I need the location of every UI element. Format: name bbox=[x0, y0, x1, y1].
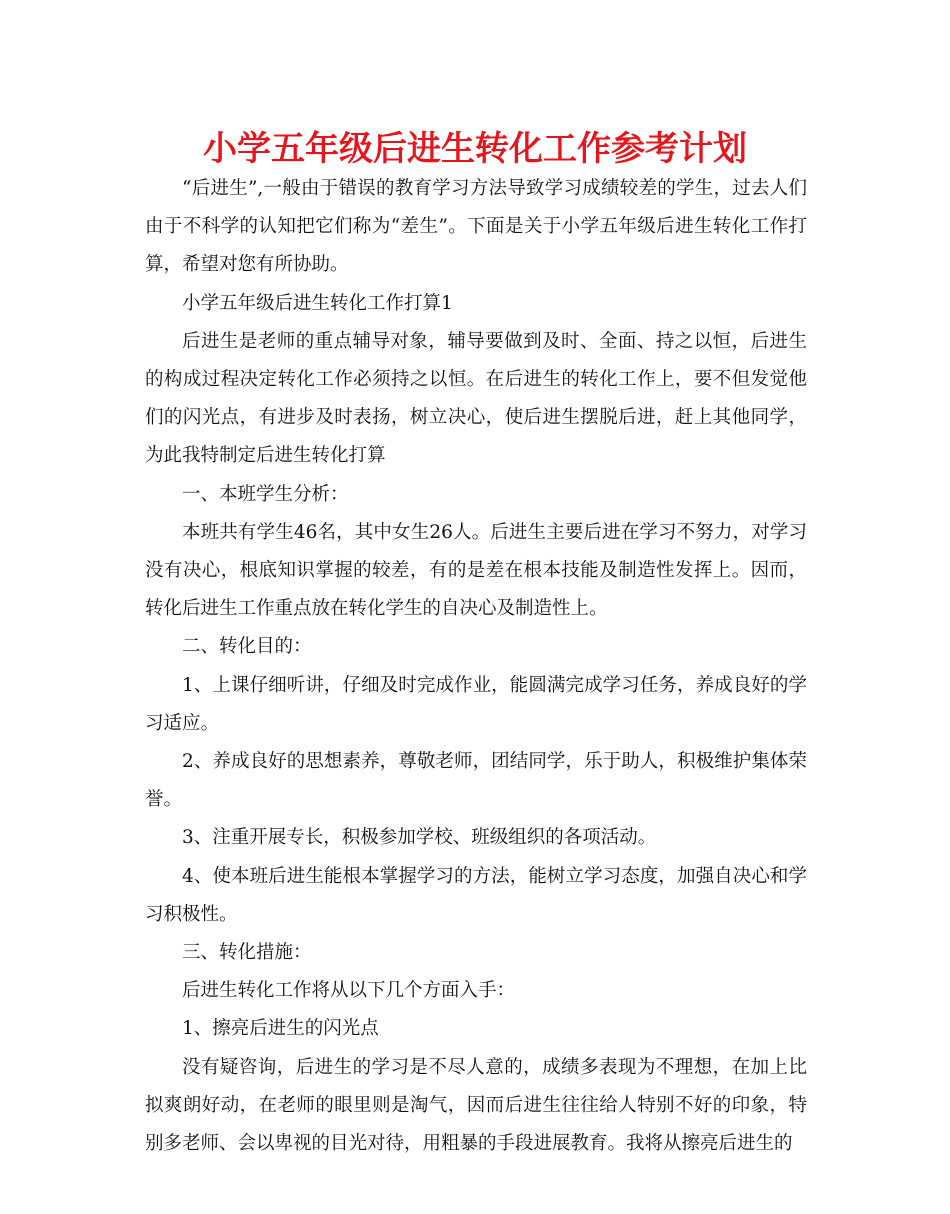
goal-item-4: 4、使本班后进生能根本掌握学习的方法，能树立学习态度，加强自决心和学习积极性。 bbox=[145, 865, 807, 925]
measure-heading-1: 1、擦亮后进生的闪光点 bbox=[182, 1018, 379, 1040]
document-title: 小学五年级后进生转化工作参考计划 bbox=[203, 129, 747, 169]
goal-item-2: 2、养成良好的思想素养，尊敬老师，团结同学，乐于助人，积极维护集体荣誉。 bbox=[145, 751, 807, 811]
paragraph-measures-intro: 后进生转化工作将从以下几个方面入手： bbox=[182, 980, 516, 1002]
section-heading-measures: 三、转化措施： bbox=[182, 942, 312, 964]
paragraph-heading-plan-1: 小学五年级后进生转化工作打算1 bbox=[182, 292, 453, 314]
document-body bbox=[145, 170, 807, 1163]
paragraph-analysis: 本班共有学生46名，其中女生26人。后进生主要后进在学习不努力，对学习没有决心，根底知识掌握的较差，有的是差在根本技能及制造性发挥上。因而，转化后进生工作重点放在转化学生的自决心及制造性上。 bbox=[145, 521, 807, 620]
section-heading-analysis: 一、本班学生分析： bbox=[182, 483, 349, 505]
goal-item-3: 3、注重开展专长，积极参加学校、班级组织的各项活动。 bbox=[182, 827, 657, 849]
paragraph-overview: 后进生是老师的重点辅导对象，辅导要做到及时、全面、持之以恒，后进生的构成过程决定转化工作必须持之以恒。在后进生的转化工作上，要不但发觉他们的闪光点，有进步及时表扬，树立决心，使后进生摆脱后进，赶上其他同学，为此我特制定后进生转化打算 bbox=[145, 330, 807, 467]
goal-item-1: 1、上课仔细听讲，仔细及时完成作业，能圆满完成学习任务，养成良好的学习适应。 bbox=[145, 674, 807, 734]
paragraph-measure-1: 没有疑咨询，后进生的学习是不尽人意的，成绩多表现为不理想，在加上比拟爽朗好动，在老师的眼里则是淘气，因而后进生往往给人特别不好的印象，特别多老师、会以卑视的目光对待，用粗暴的手段进展教育。我将从擦亮后进生的 bbox=[145, 1056, 807, 1155]
section-heading-goals: 二、转化目的： bbox=[182, 636, 312, 658]
paragraph-intro: “后进生”,一般由于错误的教育学习方法导致学习成绩较差的学生，过去人们由于不科学的认知把它们称为“差生”。下面是关于小学五年级后进生转化工作打算，希望对您有所协助。 bbox=[145, 178, 807, 276]
